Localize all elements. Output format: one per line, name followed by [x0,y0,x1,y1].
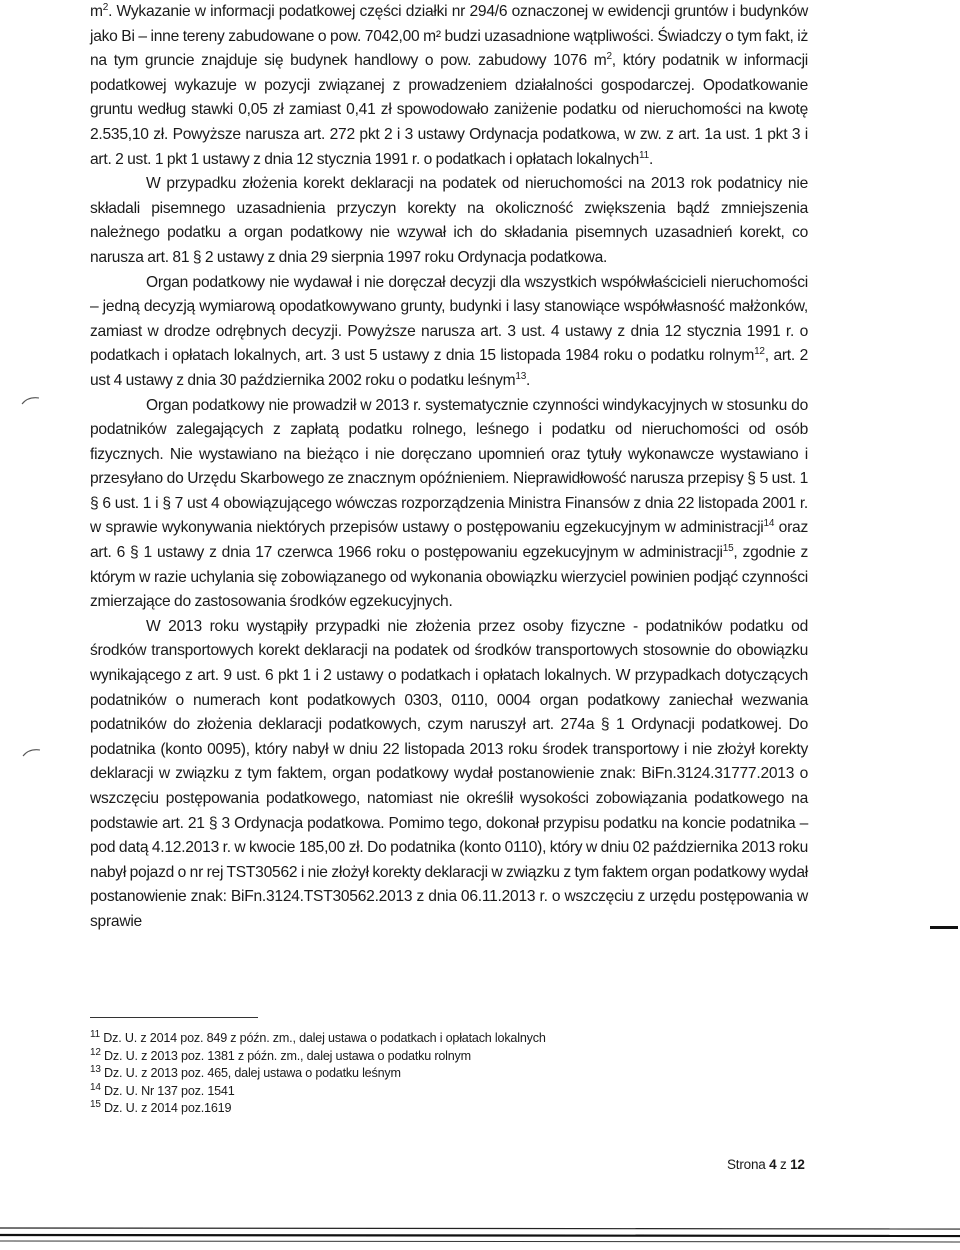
document-page [90,0,808,935]
paragraph-korekty: W przypadku złożenia korekt deklaracji na podatek od nieruchomości na 2013 rok podatnicy nie składali pisemnego uzasadnienia przyczyn korekty na okoliczność zwiększenia bądź zmniejszenia należnego podatku a organ podatkowy nie wzywał ich do składania pisemnych uzasadnień korekt, co narusza art. 81 § 2 ustawy z dnia 29 sierpnia 1997 roku Ordynacja podatkowa. [90,175,808,266]
scan-edge-lines [0,1222,960,1250]
footnotes [90,1030,790,1118]
paragraph-srodki-transportowe: W 2013 roku wystąpiły przypadki nie złożenia przez osoby fizyczne - podatników podatku od środków transportowych korekt deklaracji na podatek od środków transportowych stosownie do obowiązku wynikającego z art. 9 ust. 6 pkt 1 i 2 ustawy o podatkach i opłatach lokalnych. W przypadkach dotyczących podatników o numerach kont podatkowych 0303, 0110, 0004 organ podatkowy zaniechał wezwania podatników do złożenia deklaracji podatkowych, czym naruszył art. 274a § 1 Ordynacji podatkowej. Do podatnika (konto 0095), który nabył w dniu 22 listopada 2013 roku środek transportowy i nie złożył korekty deklaracji w związku z tym faktem, organ podatkowy wydał postanowienie znak: BiFn.3124.31777.2013 o wszczęciu postępowania podatkowego, natomiast nie określił wysokości zobowiązania podatkowego na podstawie art. 21 § 3 Ordynacja podatkowa. Pomimo tego, dokonał przypisu podatku na koncie podatnika – pod datą 4.12.2013 r. w kwocie 185,00 zł. Do podatnika (konto 0110), który w dniu 02 października 2013 roku nabył pojazd o nr rej TST30562 i nie złożył korekty deklaracji w związku z tym faktem organ podatkowy wydał postanowienie znak: BiFn.3124.TST30562.2013 z dnia 06.11.2013 r. o wszczęciu z urzędu postępowania w sprawie [90,617,808,930]
footnote-ref-13[interactable]: 13 [515,370,527,382]
footnote-superscript: 2 [606,51,612,62]
footnote-item: $^{13}$ Dz. U. z 2013 poz. 465, dalej ustawa o podatku leśnym [90,1064,401,1081]
footnote-ref-12[interactable]: 12 [754,346,765,358]
footnote-ref-14[interactable]: 14 [763,518,775,530]
paragraph-wspolwlasciciele: Organ podatkowy nie wydawał i nie doręczał decyzji dla wszystkich współwłaścicieli nieruchomości – jedną decyzją wymiarową opodatkowywano grunty, budynki i lasy stanowiące współwłasność małżonków, zamiast w drodze odrębnych decyzji. Powyższe narusza art. 3 ust. 4 ustawy z dnia 12 stycznia 1991 r. o podatkach i opłatach lokalnych, art. 3 ust 5 ustawy z dnia 15 listopada 1984 roku o podatku rolnym$^{12}$, art. 2 ust 4 ustawy z dnia 30 października 2002 roku o podatku leśnym$^{13}$. [90,273,809,389]
footnote-superscript: 2 [102,1,109,13]
footnote-ref-15[interactable]: 15 [722,542,734,554]
margin-tick-mark [22,748,42,758]
footnote-separator [90,1017,258,1018]
document-body [90,0,808,935]
footnote-item: $^{14}$ Dz. U. Nr 137 poz. 1541 [90,1081,235,1098]
page-number: Strona 4 z 12 [727,1157,805,1172]
paragraph-continuation: $m^2$. Wykazanie w informacji podatkowej części działki nr 294/6 oznaczonej w ewidencji gruntów i budynków jako Bi – inne tereny zabudowane o pow. 7042,00 m² budzi uzasadnione wątpliwości. Świadczy o tym fakt, iż na tym gruncie znajduje się budynek handlowy o pow. zabudowy 1076 $m^2$, który podatnik w informacji podatkowej wykazuje w pozycji związanej z prowadzeniem działalności gospodarczej. Opodatkowanie gruntu według stawki 0,05 zł zamiast 0,41 zł spowodowało zaniżenie podatku od nieruchomości na kwotę 2.535,10 zł. Powyższe narusza art. 272 pkt 2 i 3 ustawy Ordynacja podatkowa, w zw. z art. 1a ust. 1 pkt 3 i art. 2 ust. 1 pkt 1 ustawy z dnia 12 stycznia 1991 r. o podatkach i opłatach lokalnych$^{11}$. [90,1,808,168]
paragraph-windykacja: Organ podatkowy nie prowadził w 2013 r. systematycznie czynności windykacyjnych w stosunku do podatników zalegających z zapłatą podatku rolnego, leśnego i podatku od nieruchomości od osób fizycznych. Nie wystawiano na bieżąco i nie doręczano upomnień oraz tytuły wykonawcze wystawiano i przesyłano do Urzędu Skarbowego ze znacznym opóźnieniem. Nieprawidłowość narusza przepisy § 5 ust. 1 § 6 ust. 1 i § 7 ust 4 obowiązującego wówczas rozporządzenia Ministra Finansów z dnia 22 listopada 2001 r. w sprawie wykonywania niektórych przepisów ustawy o postępowaniu egzekucyjnym w administracji$^{14}$ oraz art. 6 § 1 ustawy z dnia 17 czerwca 1966 roku o postępowaniu egzekucyjnym w administracji$^{15}$, zgodnie z którym w razie uchylania się zobowiązanego od wykonania obowiązku wierzyciel powinien podjąć czynności zmierzające do zastosowania środków egzekucyjnych. [90,396,809,611]
footnote-ref-11[interactable]: 11 [639,149,649,161]
margin-dash [930,926,958,929]
footnote-item: $^{11}$ Dz. U. z 2014 poz. 849 z późn. zm., dalej ustawa o podatkach i opłatach lokalnych [90,1028,546,1045]
footnote-item: $^{12}$ Dz. U. z 2013 poz. 1381 z późn. zm., dalej ustawa o podatku rolnym [90,1046,471,1063]
footnote-item: $^{15}$ Dz. U. z 2014 poz.1619 [90,1099,232,1116]
margin-tick-mark [21,396,41,406]
